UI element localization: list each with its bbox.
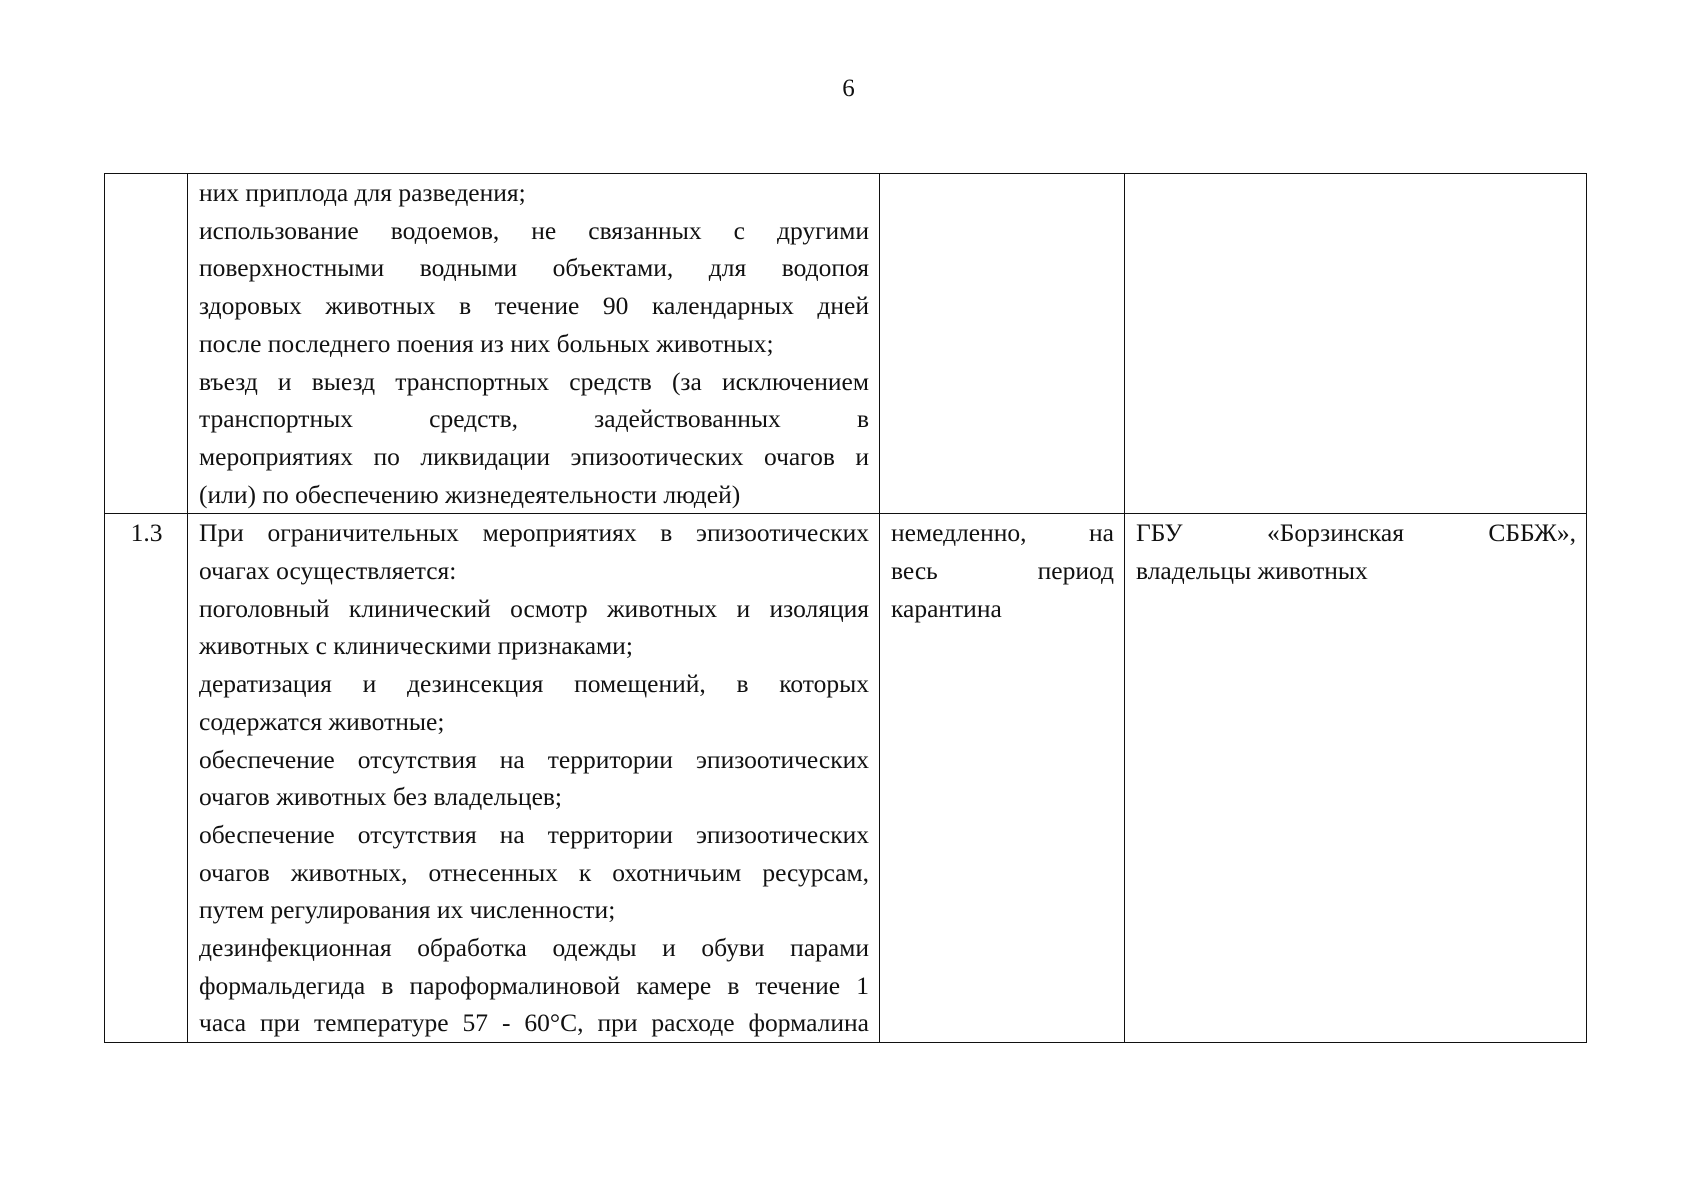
table-row <box>105 174 1587 514</box>
text-line: обеспечение отсутствия на территории эпизоотических <box>199 819 869 849</box>
deadline-cell <box>880 514 1125 1043</box>
text-line: очагов животных без владельцев; <box>199 782 563 812</box>
page-number: 6 <box>842 75 855 102</box>
text-line: поверхностными водными объектами, для водопоя <box>199 253 869 283</box>
text-line: въезд и выезд транспортных средств (за исключением <box>199 366 869 396</box>
measure-description-cell <box>188 514 880 1043</box>
item-number-cell <box>105 174 188 514</box>
deadline-cell <box>880 174 1125 514</box>
responsible-cell <box>1125 514 1587 1043</box>
responsible-cell <box>1125 174 1587 514</box>
text-line: дезинфекционная обработка одежды и обуви парами <box>199 933 869 963</box>
text-line: формальдегида в пароформалиновой камере в течение 1 <box>199 970 869 1000</box>
text-line: мероприятиях по ликвидации эпизоотических очагов и <box>199 441 869 471</box>
measures-table <box>104 173 1587 1043</box>
text-line: использование водоемов, не связанных с другими <box>199 215 869 245</box>
text-line: весь период <box>891 556 1114 586</box>
text-line: животных с клиническими признаками; <box>199 631 633 661</box>
text-line: после последнего поения из них больных животных; <box>199 328 774 358</box>
text-line: очагов животных, отнесенных к охотничьим ресурсам, <box>199 857 869 887</box>
text-line: часа при температуре 57 - 60°С, при расходе формалина <box>199 1008 869 1038</box>
text-line: очагах осуществляется: <box>199 556 457 586</box>
text-line: содержатся животные; <box>199 706 445 736</box>
text-line: путем регулирования их численности; <box>199 895 616 925</box>
item-number-cell: 1.3 <box>105 514 188 1043</box>
text-line: дератизация и дезинсекция помещений, в которых <box>199 669 869 699</box>
measure-description-cell <box>188 174 880 514</box>
text-line: обеспечение отсутствия на территории эпизоотических <box>199 744 869 774</box>
text-line: них приплода для разведения; <box>199 178 526 207</box>
text-line: При ограничительных мероприятиях в эпизоотических <box>199 518 869 548</box>
text-line: немедленно, на <box>891 518 1114 548</box>
text-line: владельцы животных <box>1136 556 1368 586</box>
table-body <box>105 174 1587 1043</box>
text-line: ГБУ «Борзинская СББЖ», <box>1136 518 1576 548</box>
text-line: поголовный клинический осмотр животных и изоляция <box>199 593 869 623</box>
text-line: транспортных средств, задействованных в <box>199 404 869 434</box>
text-line: здоровых животных в течение 90 календарных дней <box>199 291 869 321</box>
text-line: (или) по обеспечению жизнедеятельности людей) <box>199 479 741 509</box>
table-row <box>105 514 1587 1043</box>
text-line: карантина <box>891 593 1002 623</box>
